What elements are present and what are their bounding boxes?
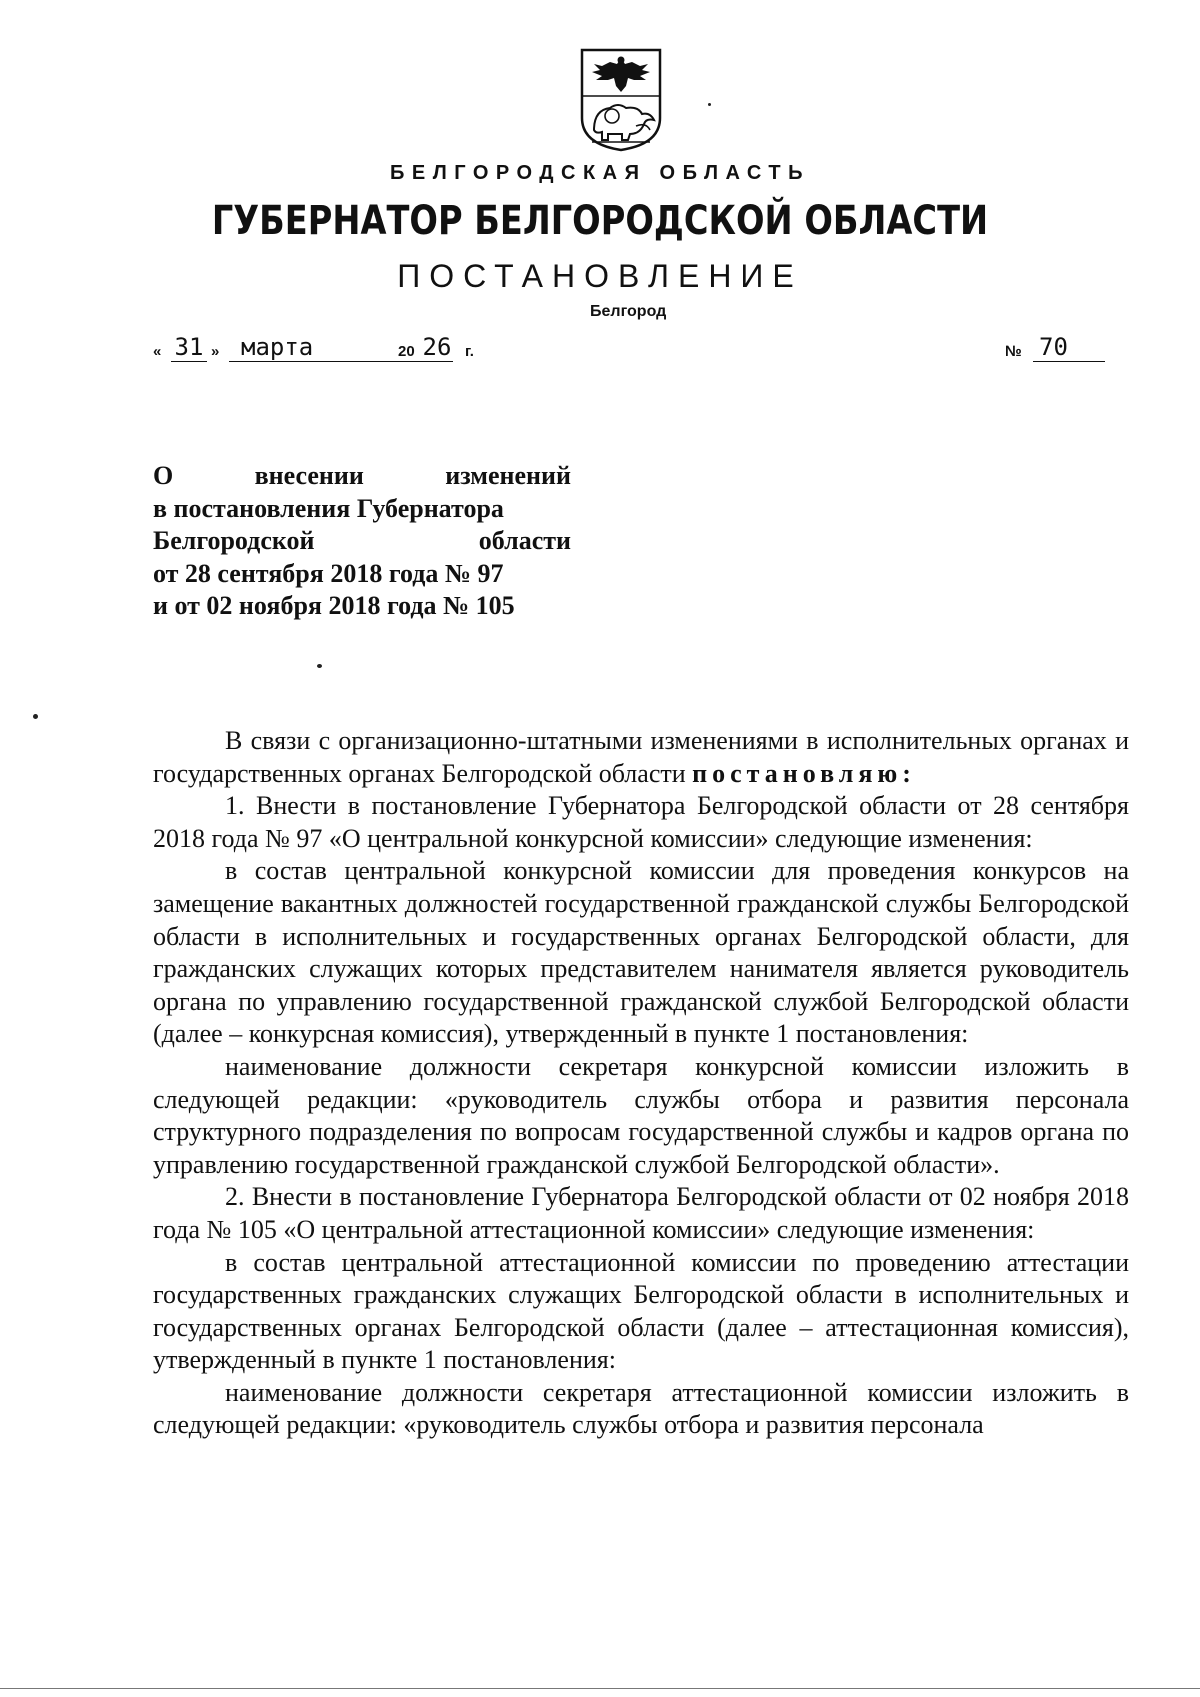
body-paragraph <box>153 725 1129 790</box>
title-line: и от 02 ноября 2018 года № 105 <box>153 591 515 620</box>
scan-speck <box>708 103 711 106</box>
date-year-mark: г. <box>465 343 474 360</box>
resolution-keyword: постановляю: <box>692 758 916 788</box>
number-label: № <box>1005 343 1022 360</box>
body-paragraph: в состав центральной конкурсной комиссии для проведения конкурсов на замещение вакантных должностей государственной гражданской службы Белгородской области в исполнительных и государственных органах Белгородской области, для гражданских служащих которых представителем нанимателя является руководитель органа по управлению государственной гражданской службой Белгородской области (далее – конкурсная комиссия), утвержденный в пункте 1 постановления: <box>153 856 1129 1049</box>
scan-edge-line <box>0 1688 1200 1689</box>
date-close-quote: » <box>211 343 220 360</box>
authority-heading: ГУБЕРНАТОР БЕЛГОРОДСКОЙ ОБЛАСТИ <box>211 198 989 244</box>
body-paragraph: 2. Внести в постановление Губернатора Белгородской области от 02 ноября 2018 года № 105 «О центральной аттестационной комиссии» следующие изменения: <box>153 1182 1129 1244</box>
body-paragraph: 1. Внести в постановление Губернатора Белгородской области от 28 сентября 2018 года № 97 «О центральной конкурсной комиссии» следующие изменения: <box>153 791 1129 853</box>
document-title <box>153 460 571 623</box>
document-body <box>153 725 1129 1442</box>
region-heading: БЕЛГОРОДСКАЯ ОБЛАСТЬ <box>390 162 810 184</box>
date-day: 31 <box>171 333 207 362</box>
number-value-text: 70 <box>1039 333 1068 361</box>
document-type-heading: ПОСТАНОВЛЕНИЕ <box>397 258 803 294</box>
title-line: в постановления Губернатора <box>153 493 504 523</box>
date-year-prefix: 20 <box>398 343 415 360</box>
date-year-suffix: 26 <box>422 333 452 361</box>
coat-of-arms-icon <box>580 48 662 152</box>
body-paragraph: наименование должности секретаря конкурсной комиссии изложить в следующей редакции: «руководитель службы отбора и развития персонала структурного подразделения по вопросам государственной службы и кадров органа по управлению государственной гражданской службой Белгородской области». <box>153 1051 1129 1179</box>
scan-speck <box>33 714 38 719</box>
city-label: Белгород <box>590 303 667 320</box>
date-open-quote: « <box>153 343 162 360</box>
body-paragraph: наименование должности секретаря аттестационной комиссии изложить в следующей редакции: «руководитель службы отбора и развития персонала <box>153 1377 1129 1440</box>
body-paragraph: в состав центральной аттестационной комиссии по проведению аттестации государственных гражданских служащих Белгородской области в исполнительных и государственных органах Белгородской области (далее – аттестационная комиссия), утвержденный в пункте 1 постановления: <box>153 1247 1129 1375</box>
number-value <box>1033 333 1105 362</box>
preamble-text: В связи с организационно-штатными изменениями в исполнительных органах и государственных органах Белгородской области <box>153 726 1129 788</box>
title-line: Белгородской области <box>153 526 571 555</box>
date-month-text: марта <box>241 333 314 361</box>
title-line: от 28 сентября 2018 года № 97 <box>153 558 504 588</box>
scan-speck <box>317 664 322 668</box>
title-line: О внесении изменений <box>153 461 571 490</box>
